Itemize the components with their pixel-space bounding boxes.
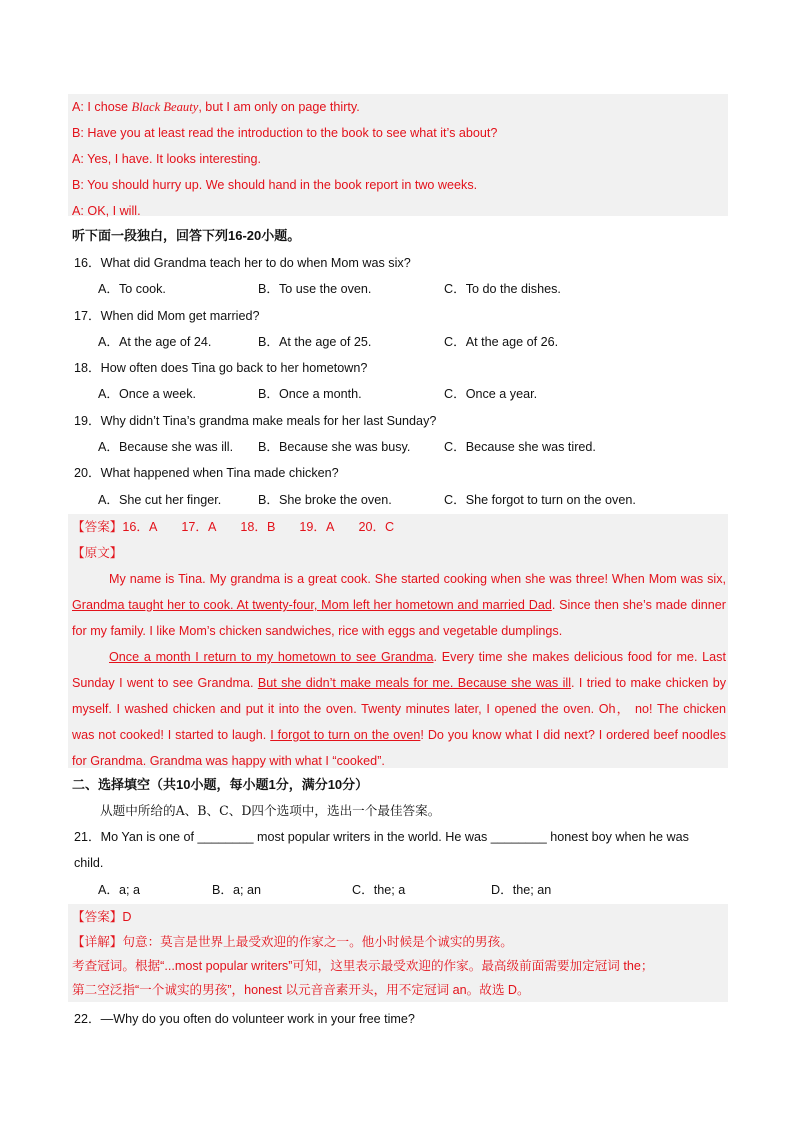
dialogue-line: A: Yes, I have. It looks interesting. [72, 152, 262, 166]
q21-detail-line: 第二空泛指“一个诚实的男孩”，honest 以元音音素开头，用不定冠词 an。故选 D。 [72, 983, 530, 997]
transcript-text: ! Do you know what I did next? I ordered beef noodles for Grandma. Grandma was happy with what I “cooked”. [72, 728, 726, 768]
option-c[interactable]: C．To do the dishes. [444, 282, 561, 297]
option-a[interactable]: A．To cook. [98, 282, 166, 297]
transcript-text: . Since then she’s made dinner for my family. I like Mom’s chicken sandwiches, rice with eggs and vegetable dumplings. [72, 598, 726, 638]
option-b[interactable]: B．To use the oven. [258, 282, 372, 297]
q21-detail-line [68, 930, 728, 954]
section-two-heading: 二、选择填空（共10小题，每小题1分，满分10分） [72, 777, 369, 792]
option-b[interactable]: B．At the age of 25. [258, 334, 372, 349]
transcript-text: My name is Tina. My grandma is a great cook. She started cooking when she was three! When Mom was six, [109, 572, 726, 586]
transcript-text: . I tried to make chicken by myself. I washed chicken and put it into the oven. Twenty minutes later, I opened the oven. Oh， no! The chicken was not cooked! I started to laugh. [72, 676, 726, 742]
question-22-block [68, 1006, 728, 1032]
answer-value: D [122, 910, 132, 924]
answer-20: 20．C [358, 520, 395, 534]
original-label: 【原文】 [72, 546, 123, 560]
dialogue-text: , but I am only on page thirty. [198, 100, 360, 114]
answer-label: 【答案】 [72, 910, 123, 924]
option-c[interactable]: C．the; a [352, 882, 406, 897]
question-18: 18．How often does Tina go back to her hometown? [74, 361, 368, 376]
monologue-heading: 听下面一段独白，回答下列16-20小题。 [72, 228, 301, 243]
transcript-paragraph-2 [68, 644, 728, 774]
answer-label: 【答案】 [72, 520, 123, 534]
answer-17: 17．A [181, 520, 217, 534]
option-c[interactable]: C．Because she was tired. [444, 440, 596, 455]
transcript-text: . Every time she makes delicious food for me. Last Sunday I went to see Grandma. [72, 650, 726, 690]
options-18 [68, 381, 728, 407]
transcript-paragraph-1 [68, 566, 728, 644]
dialogue-transcript-box [68, 94, 728, 216]
option-d[interactable]: D．the; an [491, 882, 552, 897]
option-a[interactable]: A．a; a [98, 882, 140, 897]
option-a[interactable]: A．She cut her finger. [98, 492, 222, 507]
option-b[interactable]: B．Because she was busy. [258, 440, 411, 455]
transcript-underlined: Once a month I return to my hometown to see Grandma [109, 650, 434, 664]
question-19: 19．Why didn’t Tina’s grandma make meals for her last Sunday? [74, 413, 437, 428]
dialogue-line: B: Have you at least read the introduction to the book to see what it’s about? [72, 126, 498, 140]
question-17: 17．When did Mom get married? [74, 308, 260, 323]
option-c[interactable]: C．Once a year. [444, 387, 538, 402]
question-21-cont: child. [74, 856, 104, 871]
option-b[interactable]: B．a; an [212, 882, 262, 897]
detail-text: 句意：莫言是世界上最受欢迎的作家之一。他小时候是个诚实的男孩。 [122, 935, 513, 949]
options-20 [68, 487, 728, 513]
dialogue-speaker-text: A: I chose [72, 100, 132, 114]
q21-answer-box [68, 904, 728, 1002]
transcript-underlined: But she didn’t make meals for me. Because she was ill [257, 676, 571, 690]
detail-label: 【详解】 [72, 935, 123, 949]
book-title: Black Beauty [131, 100, 199, 114]
option-b[interactable]: B．Once a month. [258, 387, 362, 402]
option-a[interactable]: A．Because she was ill. [98, 440, 234, 455]
section-heading [68, 223, 728, 249]
section-two-instruction: 从题中所给的A、B、C、D四个选项中，选出一个最佳答案。 [100, 803, 441, 818]
option-a[interactable]: A．Once a week. [98, 387, 196, 402]
options-21 [68, 877, 728, 903]
option-c[interactable]: C．At the age of 26. [444, 334, 559, 349]
dialogue-line: B: You should hurry up. We should hand in the book report in two weeks. [72, 178, 478, 192]
option-b[interactable]: B．She broke the oven. [258, 492, 392, 507]
option-a[interactable]: A．At the age of 24. [98, 334, 212, 349]
options-19 [68, 434, 728, 460]
question-16: 16．What did Grandma teach her to do when Mom was six? [74, 256, 411, 270]
transcript-underlined: I forgot to turn on the oven [270, 728, 421, 742]
question-22: 22．—Why do you often do volunteer work in your free time? [74, 1012, 415, 1026]
answer-16: 16．A [122, 520, 158, 534]
dialogue-line [68, 94, 728, 120]
q21-detail-line: 考查冠词。根据“...most popular writers”可知，这里表示最受欢迎的作家。最高级前面需要加定冠词 the； [72, 959, 654, 973]
answer-18: 18．B [240, 520, 276, 534]
dialogue-line: A: OK, I will. [72, 204, 141, 218]
option-c[interactable]: C．She forgot to turn on the oven. [444, 492, 636, 507]
q21-answer-line [68, 904, 728, 930]
answer-line [68, 514, 728, 540]
answer-transcript-box [68, 514, 728, 768]
transcript-underlined: Grandma taught her to cook. At twenty-four, Mom left her hometown and married Dad [72, 598, 552, 612]
answer-19: 19．A [299, 520, 335, 534]
options-17 [68, 329, 728, 355]
question-list [68, 250, 728, 513]
question-21: 21．Mo Yan is one of ________ most popular writers in the world. He was ________ honest boy when he was [74, 830, 689, 844]
section-two [68, 772, 728, 903]
options-16 [68, 276, 728, 302]
question-20: 20．What happened when Tina made chicken? [74, 466, 339, 481]
